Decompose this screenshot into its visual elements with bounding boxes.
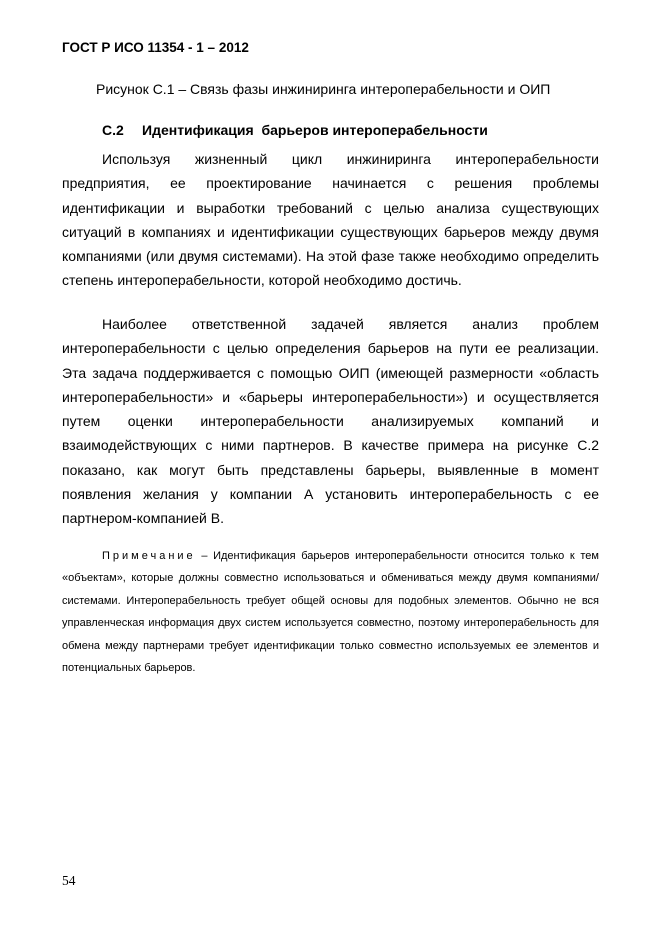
figure-caption: Рисунок С.1 – Связь фазы инжиниринга интероперабельности и ОИП [96,81,551,97]
note-text: – Идентификация барьеров интероперабельности относится только к тем «объектам», которые должны совместно использоваться и обмениваться между двумя компаниями/системами. Интероперабельность требует общей основы для подобных элементов. Обычно не вся управленческая информация двух систем используется совместно, поэтому интероперабельность для обмена между партнерами требует идентификации только совместно используемых ее элементов и потенциальных барьеров. [62,550,599,675]
note-label: Примечание [102,550,196,562]
note [62,545,599,679]
section-number: С.2 [102,122,124,138]
page-number: 54 [62,873,76,888]
paragraph-2: Наиболее ответственной задачей является анализ проблем интероперабельности с целью определения барьеров на пути ее реализации. Эта задача поддерживается с помощью ОИП (имеющей размерности «область интероперабельности» и «барьеры интероперабельности») и осуществляется путем оценки интероперабельности анализируемых компаний и взаимодействующих с ними партнеров. В качестве примера на рисунке С.2 показано, как могут быть представлены барьеры, выявленные в момент появления желания у компании А установить интероперабельность с ее партнером-компанией В. [62,316,599,527]
section-title: Идентификация барьеров интероперабельности [142,122,488,138]
standard-header: ГОСТ Р ИСО 11354 - 1 – 2012 [62,40,249,55]
section-heading [102,122,488,138]
paragraph-1: Используя жизненный цикл инжиниринга интероперабельности предприятия, ее проектирование начинается с решения проблемы идентификации и выработки требований с целью анализа существующих ситуаций в компаниях и идентификации существующих барьеров между двумя компаниями (или двумя системами). На этой фазе также необходимо определить степень интероперабельности, которой необходимо достичь. [62,151,599,289]
